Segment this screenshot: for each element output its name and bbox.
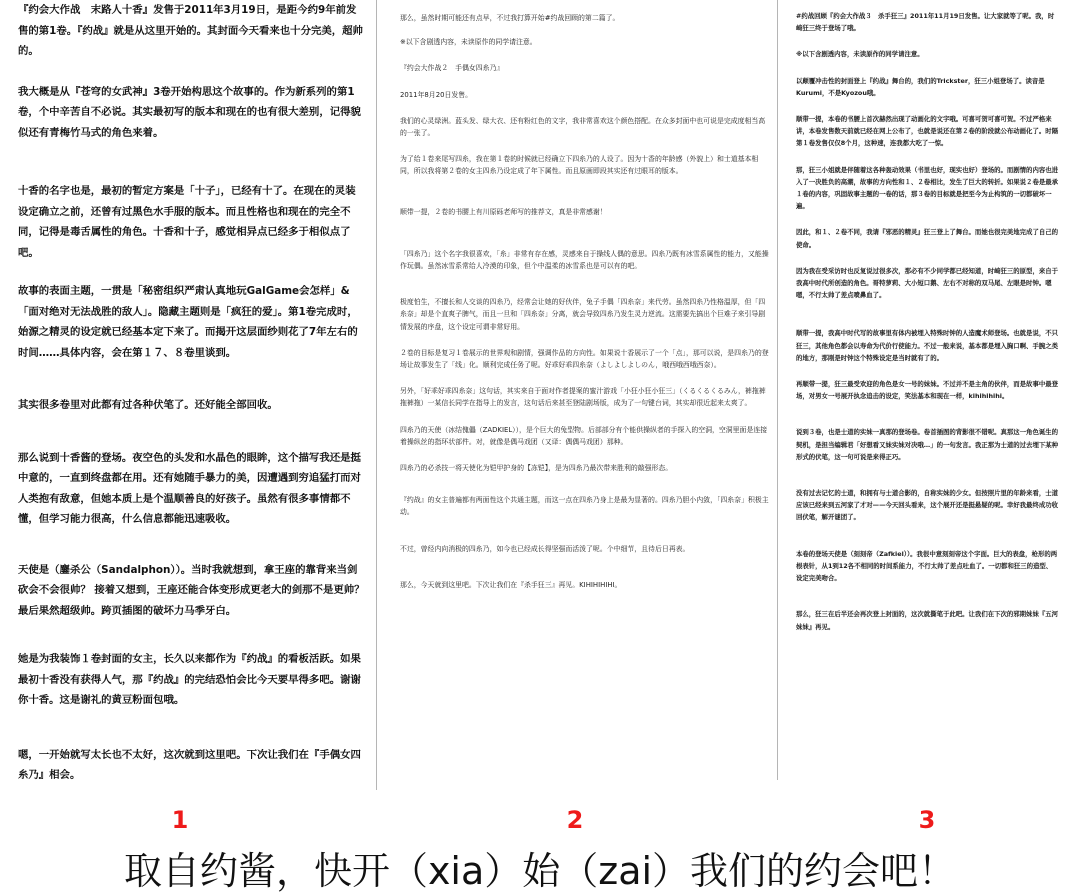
paragraph: 十香的名字也是，最初的暂定方案是「十子」，已经有十了。在现在的灵装设定确立之前，还曾有过黑色水手服的版本。而且性格也和现在的完全不同，记得是毒舌属性的角色。十香和十子，感觉相异点已经多于相似点了吧。 bbox=[18, 185, 356, 259]
paragraph: 我们的心灵绿洲。蓝头发、绿大衣、还有粉红色的文字，我非常喜欢这个颜色搭配。在众多封面中也可说是完成度相当高的一张了。 bbox=[400, 116, 766, 138]
paragraph: 没有过去记忆的士道，和拥有与士道合影的，自称实妹的少女。但按照片里的年龄来看，士道应该已经来到五河家了才对——今天回头看来，这个展开还是挺悬疑的呢。幸好我最终成功收回伏笔，解开谜团了。 bbox=[796, 489, 1058, 522]
column-1-text bbox=[18, 0, 366, 790]
paragraph: 再顺带一提，狂三最受欢迎的角色是女一号的妹妹。不过并不是主角的伙伴，而是故事中最登场，对男女一号展开执念追击的设定，笑法基本和现在一样，kihihihihi。 bbox=[796, 380, 1058, 401]
paragraph: 那么说到十香酱的登场。夜空色的头发和水晶色的眼眸，这个描写我还是挺中意的，一直到终盘都在用。还有她随手暴力的美，因遭遇到穷追猛打而对人类抱有敌意，但她本质上是个温顺善良的好孩子。虽然有很多事情都不懂，但学习能力很高，什么信息都能迅速吸收。 bbox=[18, 451, 361, 525]
paragraph: #约战回顾『约会大作战３ 杀手狂三』2011年11月19日发售。让大家就等了呢。我，时崎狂三终于登场了哦。 bbox=[796, 12, 1055, 33]
paragraph: 故事的表面主题，一贯是「秘密组织严肃认真地玩GalGame会怎样」&「面对绝对无法战胜的敌人」。隐藏主题则是「疯狂的爱」。第1卷完成时，始源之精灵的设定就已经基本定下来了。而揭开这层面纱则花了7年左右的时间……具体内容，会在第１７、８卷里谈到。 bbox=[18, 285, 358, 359]
paragraph: 天使是（鏖杀公（Sandalphon））。当时我就想到，拿王座的靠背来当剑砍会不会很帅？ 接着又想到，王座还能合体变形成更老大的剑那不是更帅？ 最后果然超级帅。跨页插图的破坏力马季牙白。 bbox=[18, 563, 365, 617]
paragraph: 顺带一提，２卷的书腰上有川原砾老师写的推荐文，真是非常感谢！ bbox=[400, 207, 607, 216]
paragraph: 不过，曾经内向消极的四糸乃，如今也已经成长得坚强而活泼了呢。个中细节，且待后日再表。 bbox=[400, 544, 690, 553]
paragraph: 嗯，一开始就写太长也不太好，这次就到这里吧。下次让我们在『手偶女四糸乃』相会。 bbox=[18, 748, 361, 781]
paragraph: 『约战』的女主普遍都有两面性这个共通主题，而这一点在四糸乃身上是最为显著的。四糸乃胆小内敛，「四糸奈」积极主动。 bbox=[400, 496, 769, 517]
paragraph: 我大概是从『苍穹的女武神』3卷开始构思这个故事的。作为新系列的第1卷，个中辛苦自不必说。其实最初写的版本和现在的也有很大差别，记得貌似还有青梅竹马式的角色来着。 bbox=[18, 85, 361, 139]
paragraph: 因为我在受采访时也反复说过很多次，那必有不少同学都已经知道，时崎狂三的原型，来自于我高中时代所创造的角色。哥特萝莉、大小短口鹅、左右不对称的双马尾、左眼是时钟。嗯嗯，不行太帅了差点喷鼻血了。 bbox=[796, 266, 1058, 300]
paragraph: 顺带一提，我高中时代写的故事里有体内被埋入特殊时钟的人造魔术师登场。也就是说，不只狂三，其他角色都会以寿命为代价行使能力。不过一般来说，基本都是埋入胸口啊、手腕之类的地方，那刚是时钟这个特殊设定是当时就有了的。 bbox=[796, 329, 1058, 362]
paragraph: 那么，虽然时期可能还有点早，不过我打算开始#约战回顾的第二篇了。 bbox=[400, 14, 620, 22]
paragraph: 以颠覆冲击性的封面登上『约战』舞台的，我们的Trickster，狂三小姐登场了。读音是Kurumi，不是Kyozou哦。 bbox=[796, 76, 1045, 97]
paragraph: ２卷的目标是复习１卷展示的世界观和剧情，强调作品的方向性。如果说十香展示了一个「点」，那可以说，是四糸乃的登场让故事发生了「线」化。顺利完成任务了呢。好乖好乖四糸奈（よしよしよしのん，哦西哦西哦西奈）。 bbox=[400, 348, 769, 370]
paragraph: 四糸乃的天使（冰结傀儡（ZADKIEL）），是个巨大的兔型物。后部部分有个能供操纵者的手探入的空洞，空洞里面是连接着操纵丝的指环状部件。对，就像是偶马戏团（又译：偶偶马戏团）那种。 bbox=[400, 425, 768, 446]
paragraph: 极度怕生，不擅长和人交谈的四糸乃，经常会让她的好伙伴，兔子手偶「四糸奈」来代劳。虽然四糸乃性格温厚，但「四糸奈」却是个直爽子脾气，而且一旦和「四糸奈」分离，就会导致四糸乃发生灵力逆流。这需要先搞出个巨难子来引导剧情发展的序盘，这个设定可谓非常好用。 bbox=[400, 298, 766, 331]
column-divider bbox=[376, 0, 377, 790]
paragraph: 『约会大作战 末路人十香』发售于2011年3月19日，是距今约9年前发售的第1卷。『约战』就是从这里开始的。其封面今天看来也十分完美，超帅的。 bbox=[18, 4, 363, 57]
page-caption: 取自约酱，快开（xia）始（zai）我们的约会吧！ bbox=[123, 849, 957, 893]
paragraph: ※以下含剧透内容，未读原作的同学请注意。 bbox=[796, 50, 924, 59]
column-2-text bbox=[400, 0, 770, 790]
paragraph: 因此，和１、２卷不同，我请『邪恶的精灵』狂三登上了舞台。而她也很完美地完成了自己的使命。 bbox=[796, 228, 1058, 249]
paragraph: 2011年8月20日发售。 bbox=[400, 90, 473, 99]
column-number-1: 1 bbox=[171, 806, 189, 834]
paragraph: 本卷的登场天使是（刻刻帝（Zafkiel））。我很中意刻刻帝这个字面。巨大的表盘，枪形的两根表针，从1到12各不相同的时间系能力，不行太帅了差点吐血了。一切都和狂三的造型、设定完美吻合。 bbox=[796, 549, 1058, 583]
paragraph: 四糸乃的必杀技一将天使化为铠甲护身的【冻铠】，是为四糸乃最次带来胜利的敲强形态。 bbox=[400, 464, 673, 473]
paragraph: 那么，狂三在后半还会再次登上封面的，这次就撕笔于此吧。让我们在下次的邪期妹妹『五河妹妹』再见。 bbox=[796, 610, 1058, 631]
paragraph: 那，狂三小姐就是伴随着这各种轰动效果（书里也好，现实也好）登场的。而剧情的内容也进入了一决胜负的高潮，故事的方向性和１、２卷相比，发生了巨大的转折。如果说２卷是最承１卷的内容，巩固故事主题的一卷的话，那３卷的目标就是把至今为止构筑的一切都破坏一遍。 bbox=[796, 165, 1058, 211]
column-divider bbox=[777, 0, 778, 780]
paragraph: 『约会大作战２ 手偶女四糸乃』 bbox=[400, 64, 504, 73]
column-number-2: 2 bbox=[566, 806, 584, 834]
column-number-3: 3 bbox=[918, 806, 936, 834]
paragraph: 顺带一提，本卷的书腰上首次赫然出现了动画化的文字哦。可喜可贺可喜可贺。不过严格来讲，本卷发售数天前就已经在网上公布了，也就是说还在第２卷的阶段就公布动画化了。时隔第１卷发售仅仅8个月，这种速，连我都大吃了一惊。 bbox=[796, 115, 1058, 148]
paragraph: 其实很多卷里对此都有过各种伏笔了。还好能全部回收。 bbox=[18, 399, 278, 411]
paragraph: 另外，「好乖好乖四糸奈」这句话，其实来自于面对作者提案的蜜汁游戏「小狂小狂小狂三」（くるくるくるみん，裤拖裤拖裤拖）一某信长同学在指导上的发言，这句话后来甚至登陆剧场版，成为了一句键台词，其实却很近起来太爽了。 bbox=[400, 387, 766, 408]
column-3-text bbox=[796, 0, 1058, 760]
paragraph: 说到３卷，也是士道的实妹一真那的登场卷。卷首插图的背影很不错呢。真那这一角色诞生的契机，是担当编辑君「好想看又妹实妹对决哦…」的一句发言。我正那为士道的过去埋下某种形式的伏笔，这一句可说是来得正巧。 bbox=[796, 428, 1058, 461]
paragraph: 那么，今天就到这里吧。下次让我们在『杀手狂三』再见。KIHIHIHIHI。 bbox=[400, 580, 622, 589]
paragraph: 为了给１卷来尾写四糸，我在第１卷的时候就已经确立下四糸乃的人设了。因为十香的年龄感（外貌上）和士道基本相同，所以我将第２卷的女主四糸乃设定成了年下属性。而且原画即段其实还有过眼耳的版本。 bbox=[400, 155, 759, 176]
paragraph: 她是为我装饰１卷封面的女主，长久以来都作为『约战』的看板活跃。如果最初十香没有获得人气，那『约战』的完结恐怕会比今天要早得多吧。谢谢你十香。这是谢礼的黄豆粉面包哦。 bbox=[18, 653, 361, 706]
paragraph: 「四糸乃」这个名字我很喜欢，「糸」非常有存在感，灵感来自于操线人偶的意思。四糸乃既有冰雪系属性的能力，又能操作玩偶。虽然冰雪系常给人冷漠的印象，但个中温柔的冰雪系也是可以有的吧。 bbox=[400, 249, 769, 271]
paragraph: ※以下含剧透内容，未读原作的同学请注意。 bbox=[400, 38, 537, 47]
